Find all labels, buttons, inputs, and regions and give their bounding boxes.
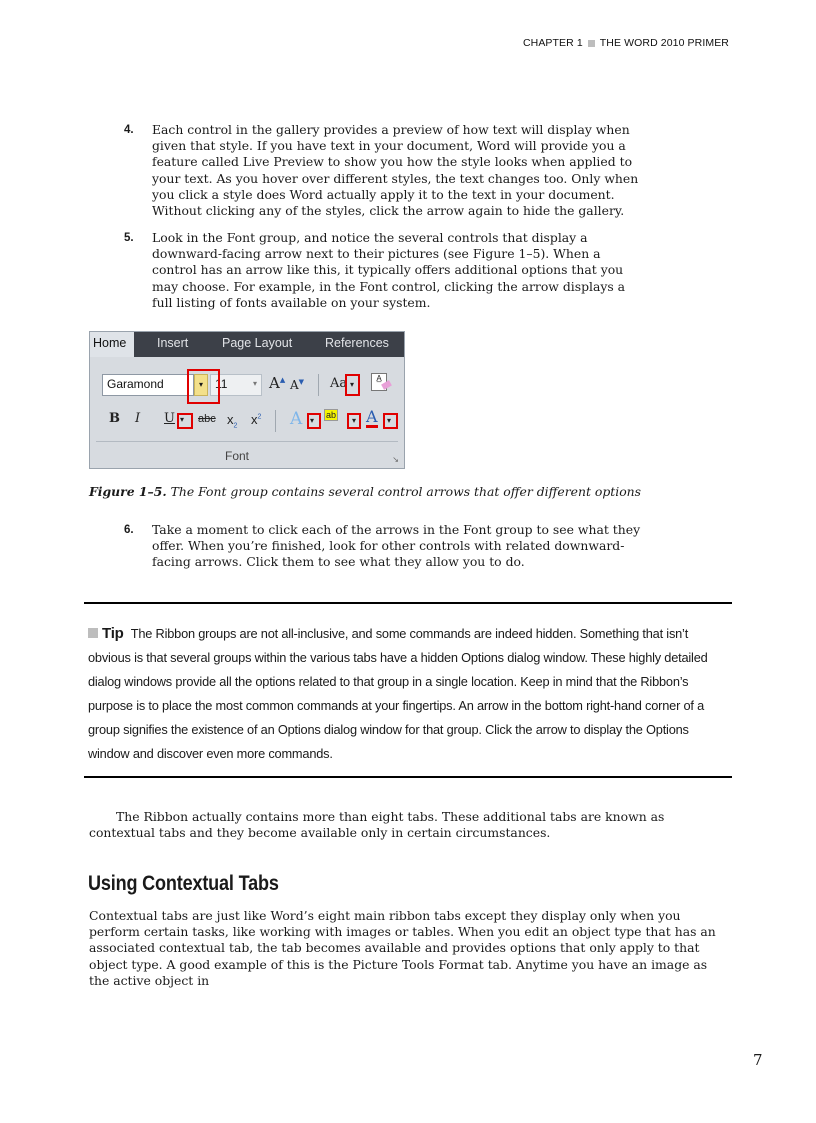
step-number: 6.	[124, 524, 134, 536]
highlight-box	[347, 413, 361, 429]
tip-label: Tip	[102, 625, 124, 642]
font-name-value: Garamond	[107, 377, 164, 391]
font-size-value: 11	[215, 377, 228, 391]
subscript-button[interactable]: $x_2$	[227, 412, 238, 430]
highlight-box	[383, 413, 398, 429]
highlight-box	[307, 413, 321, 429]
tab-references[interactable]: References	[325, 336, 389, 350]
step-number: 4.	[124, 124, 134, 136]
tab-page-layout[interactable]: Page Layout	[222, 336, 293, 350]
font-name-dropdown-arrow[interactable]: ▾	[194, 374, 208, 396]
change-case-icon[interactable]: Aa	[330, 376, 348, 391]
step-4	[124, 122, 644, 219]
step-text: Each control in the gallery provides a preview of how text will display when given that style. If you have text in your document, Word will provide you a feature called Live Preview to show you how the style looks when applied to your text. As you hover over different styles, the text changes too. Only when you click a style does Word actually apply it to the text in your document. Without clicking any of the styles, click the arrow again to hide the gallery.	[152, 122, 639, 219]
caption-text: The Font group contains several control arrows that offer different options	[170, 484, 642, 499]
tab-insert[interactable]: Insert	[157, 336, 189, 350]
step-text: Take a moment to click each of the arrows in the Font group to see what they offer. When you’re finished, look for other controls with related downward-facing arrows. Click them to see what they allow you to do.	[152, 522, 641, 570]
ribbon-tab-bar	[90, 332, 404, 357]
clear-formatting-icon[interactable]: A̲	[371, 373, 387, 391]
figure-caption	[89, 484, 641, 499]
text-effects-icon[interactable]: A	[290, 409, 303, 429]
group-divider	[275, 410, 276, 432]
step-number: 5.	[124, 232, 134, 244]
tip-text: The Ribbon groups are not all-inclusive, and some commands are indeed hidden. Something that isn’t obvious is that several groups within the various tabs have a hidden Options dialog window. These highly detailed dialog windows provide all the options related to that group in a single location. Keep in mind that the Ribbon’s purpose is to place the most common commands at your fingertips. An arrow in the bottom right-hand corner of a group signifies the existence of an Options dialog window for that group. Click the arrow to display the Options window and discover even more commands.	[88, 626, 708, 762]
chapter-label: CHAPTER 1	[522, 37, 583, 49]
grow-font-icon[interactable]: A▲	[269, 374, 286, 392]
highlight-box	[345, 374, 360, 396]
chevron-down-icon: ▾	[252, 379, 257, 388]
highlight-box	[187, 369, 220, 404]
caption-label: Figure 1–5.	[89, 484, 167, 499]
step-5	[124, 230, 644, 311]
running-header	[523, 37, 729, 49]
section-heading: Using Contextual Tabs	[88, 872, 279, 895]
step-6	[124, 522, 644, 571]
tip-box	[84, 602, 732, 778]
bold-button[interactable]: B	[109, 411, 120, 426]
strikethrough-button[interactable]: abc	[198, 413, 216, 425]
group-divider	[318, 374, 319, 396]
underline-button[interactable]: U	[164, 411, 175, 426]
font-name-combo[interactable]	[102, 374, 194, 396]
step-text: Look in the Font group, and notice the several controls that display a downward-facing arrow next to their pictures (see Figure 1–5). When a control has an arrow like this, it typically offers additional options that you may choose. For example, in the Font control, clicking the arrow displays a full listing of fonts available on your system.	[152, 230, 626, 310]
chevron-down-icon[interactable]: ▾	[180, 415, 185, 424]
dialog-launcher-icon[interactable]: ↘	[392, 455, 399, 464]
text-highlight-icon[interactable]: ab	[326, 410, 337, 420]
square-bullet-icon	[88, 628, 98, 638]
group-label-divider	[96, 441, 398, 442]
chevron-down-icon[interactable]: ▾	[387, 416, 392, 425]
font-group-label: Font	[225, 449, 250, 463]
square-bullet-icon	[588, 40, 595, 47]
font-color-icon[interactable]: A	[366, 407, 378, 426]
page-number: 7	[753, 1051, 763, 1069]
chevron-down-icon[interactable]: ▾	[350, 380, 355, 389]
font-group-figure	[89, 331, 405, 469]
tab-home[interactable]: Home	[90, 332, 134, 357]
chevron-down-icon[interactable]: ▾	[310, 416, 315, 425]
italic-button[interactable]: I	[135, 411, 141, 426]
body-paragraph: The Ribbon actually contains more than eight tabs. These additional tabs are known as contextual tabs and they become available only in certain circumstances.	[89, 809, 665, 841]
chapter-title: THE WORD 2010 PRIMER	[599, 37, 729, 49]
chevron-down-icon[interactable]: ▾	[352, 416, 357, 425]
superscript-button[interactable]: $x^2$	[251, 412, 262, 427]
shrink-font-icon[interactable]: A▼	[290, 378, 305, 392]
highlight-box	[177, 413, 193, 429]
section-paragraph: Contextual tabs are just like Word’s eight main ribbon tabs except they display only when you perform certain tasks, like working with images or tables. When you edit an object type that has an associated contextual tab, the tab becomes available and provides options that only apply to that object type. A good example of this is the Picture Tools Format tab. Anytime you have an image as the active object in	[89, 908, 716, 988]
